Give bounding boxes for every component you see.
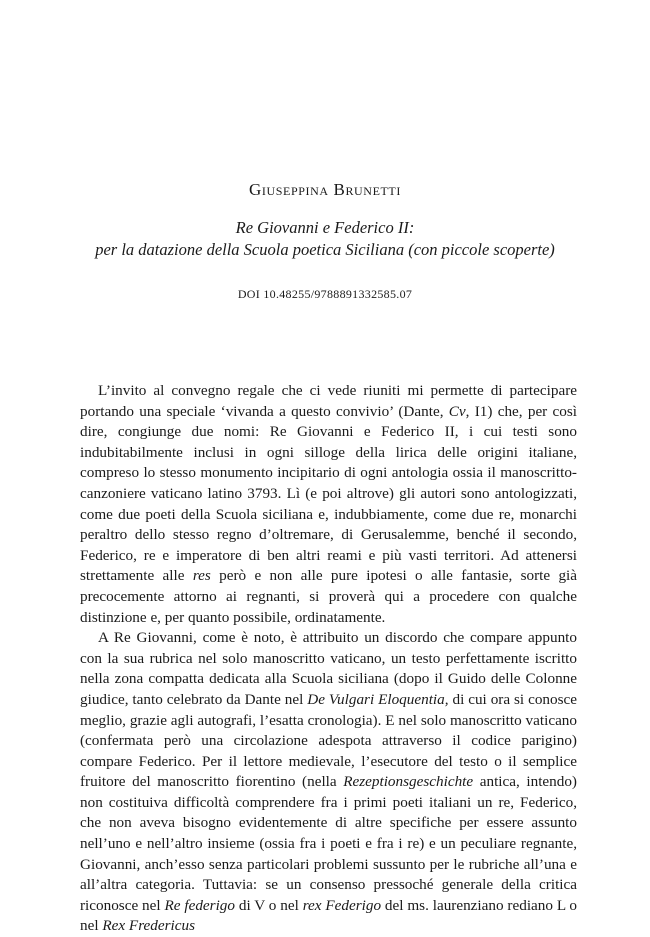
text-segment: del ms. laurenziano rediano L o nel [80, 896, 578, 935]
italic-segment: res [192, 567, 211, 585]
text-segment: , I1) che, per così dire, congiunge due nomi: Re Giovanni e Federico II, i cui testi sono indubitabilmente inclusi in ogni silloge della lirica delle origini italiane, compreso lo stesso monumento incipitario di ogni antologia ossia il manoscritto-canzoniere vaticano latino 3793. Lì (e poi altrove) gli autori sono antologizzati, come due poeti della Scuola siciliana e, indubbiamente, come due re, monarchi peraltro dello stesso regno d’oltremare, di Gerusalemme, benché il secondo, Federico, re e imperatore di ben altri reami e più vasti territori. Ad attenersi strettamente alle [80, 402, 577, 585]
title-line-1: Re Giovanni e Federico II: [235, 218, 415, 237]
text-segment: di V o nel [234, 896, 303, 914]
italic-segment: Re federigo [164, 896, 235, 914]
title-line-2: per la datazione della Scuola poetica Siciliana (con piccole scoperte) [95, 240, 555, 259]
italic-segment: Rezeptionsgeschichte [343, 773, 474, 791]
text-segment: A Re Giovanni, come è noto, è attribuito un discordo che compare appunto con la sua rubrica nel solo manoscritto vaticano, un testo perfettamente iscritto nella zona compatta dedicata alla Scuola siciliana (dopo il Guido delle Colonne giudice, tanto celebrato da Dante nel [80, 629, 577, 708]
italic-segment: rex Federigo [302, 896, 382, 914]
text-segment: antica, intendo) non costituiva difficoltà comprendere fra i primi poeti italiani un re, Federico, che non aveva bisogno evidentemente di altre specifiche per essere assunto nell’uno e nell’altro insieme (ossia fra i poeti e fra i re) e un peculiare regnante, Giovanni, anch’esso senza particolari problemi sussunto per le rubriche all’una e all’altra categoria. Tuttavia: se un consenso pressoché generale della critica riconosce nel [80, 773, 577, 914]
body-paragraph [80, 381, 577, 628]
doi-identifier: DOI 10.48255/9788891332585.07 [237, 287, 413, 301]
body-text [80, 381, 577, 937]
author-name: Giuseppina Brunetti [249, 180, 401, 199]
text-segment: L’invito al convegno regale che ci vede riuniti mi permette di partecipare portando una speciale ‘vivanda a questo convivio’ (Dante, [80, 382, 577, 420]
italic-segment: De Vulgari Eloquentia, [307, 690, 449, 708]
text-segment: però e non alle pure ipotesi o alle fantasie, sorte già precocemente attorno ai regnanti, si proverà qui a procedere con qualche distinzione e, per quanto possibile, ordinatamente. [80, 567, 577, 626]
text-segment: di cui ora si conosce meglio, grazie agli autografi, l’esatta cronologia). E nel solo manoscritto vaticano (confermata però una circolazione adespota attraverso il codice parigino) compare Federico. Per il lettore medievale, l’esecutore del testo o il semplice fruitore del manoscritto fiorentino (nella [80, 690, 577, 791]
body-paragraph [80, 628, 577, 937]
italic-segment: Rex Fredericus [102, 917, 195, 935]
article-title [0, 217, 650, 261]
italic-segment: Cv [448, 402, 466, 420]
